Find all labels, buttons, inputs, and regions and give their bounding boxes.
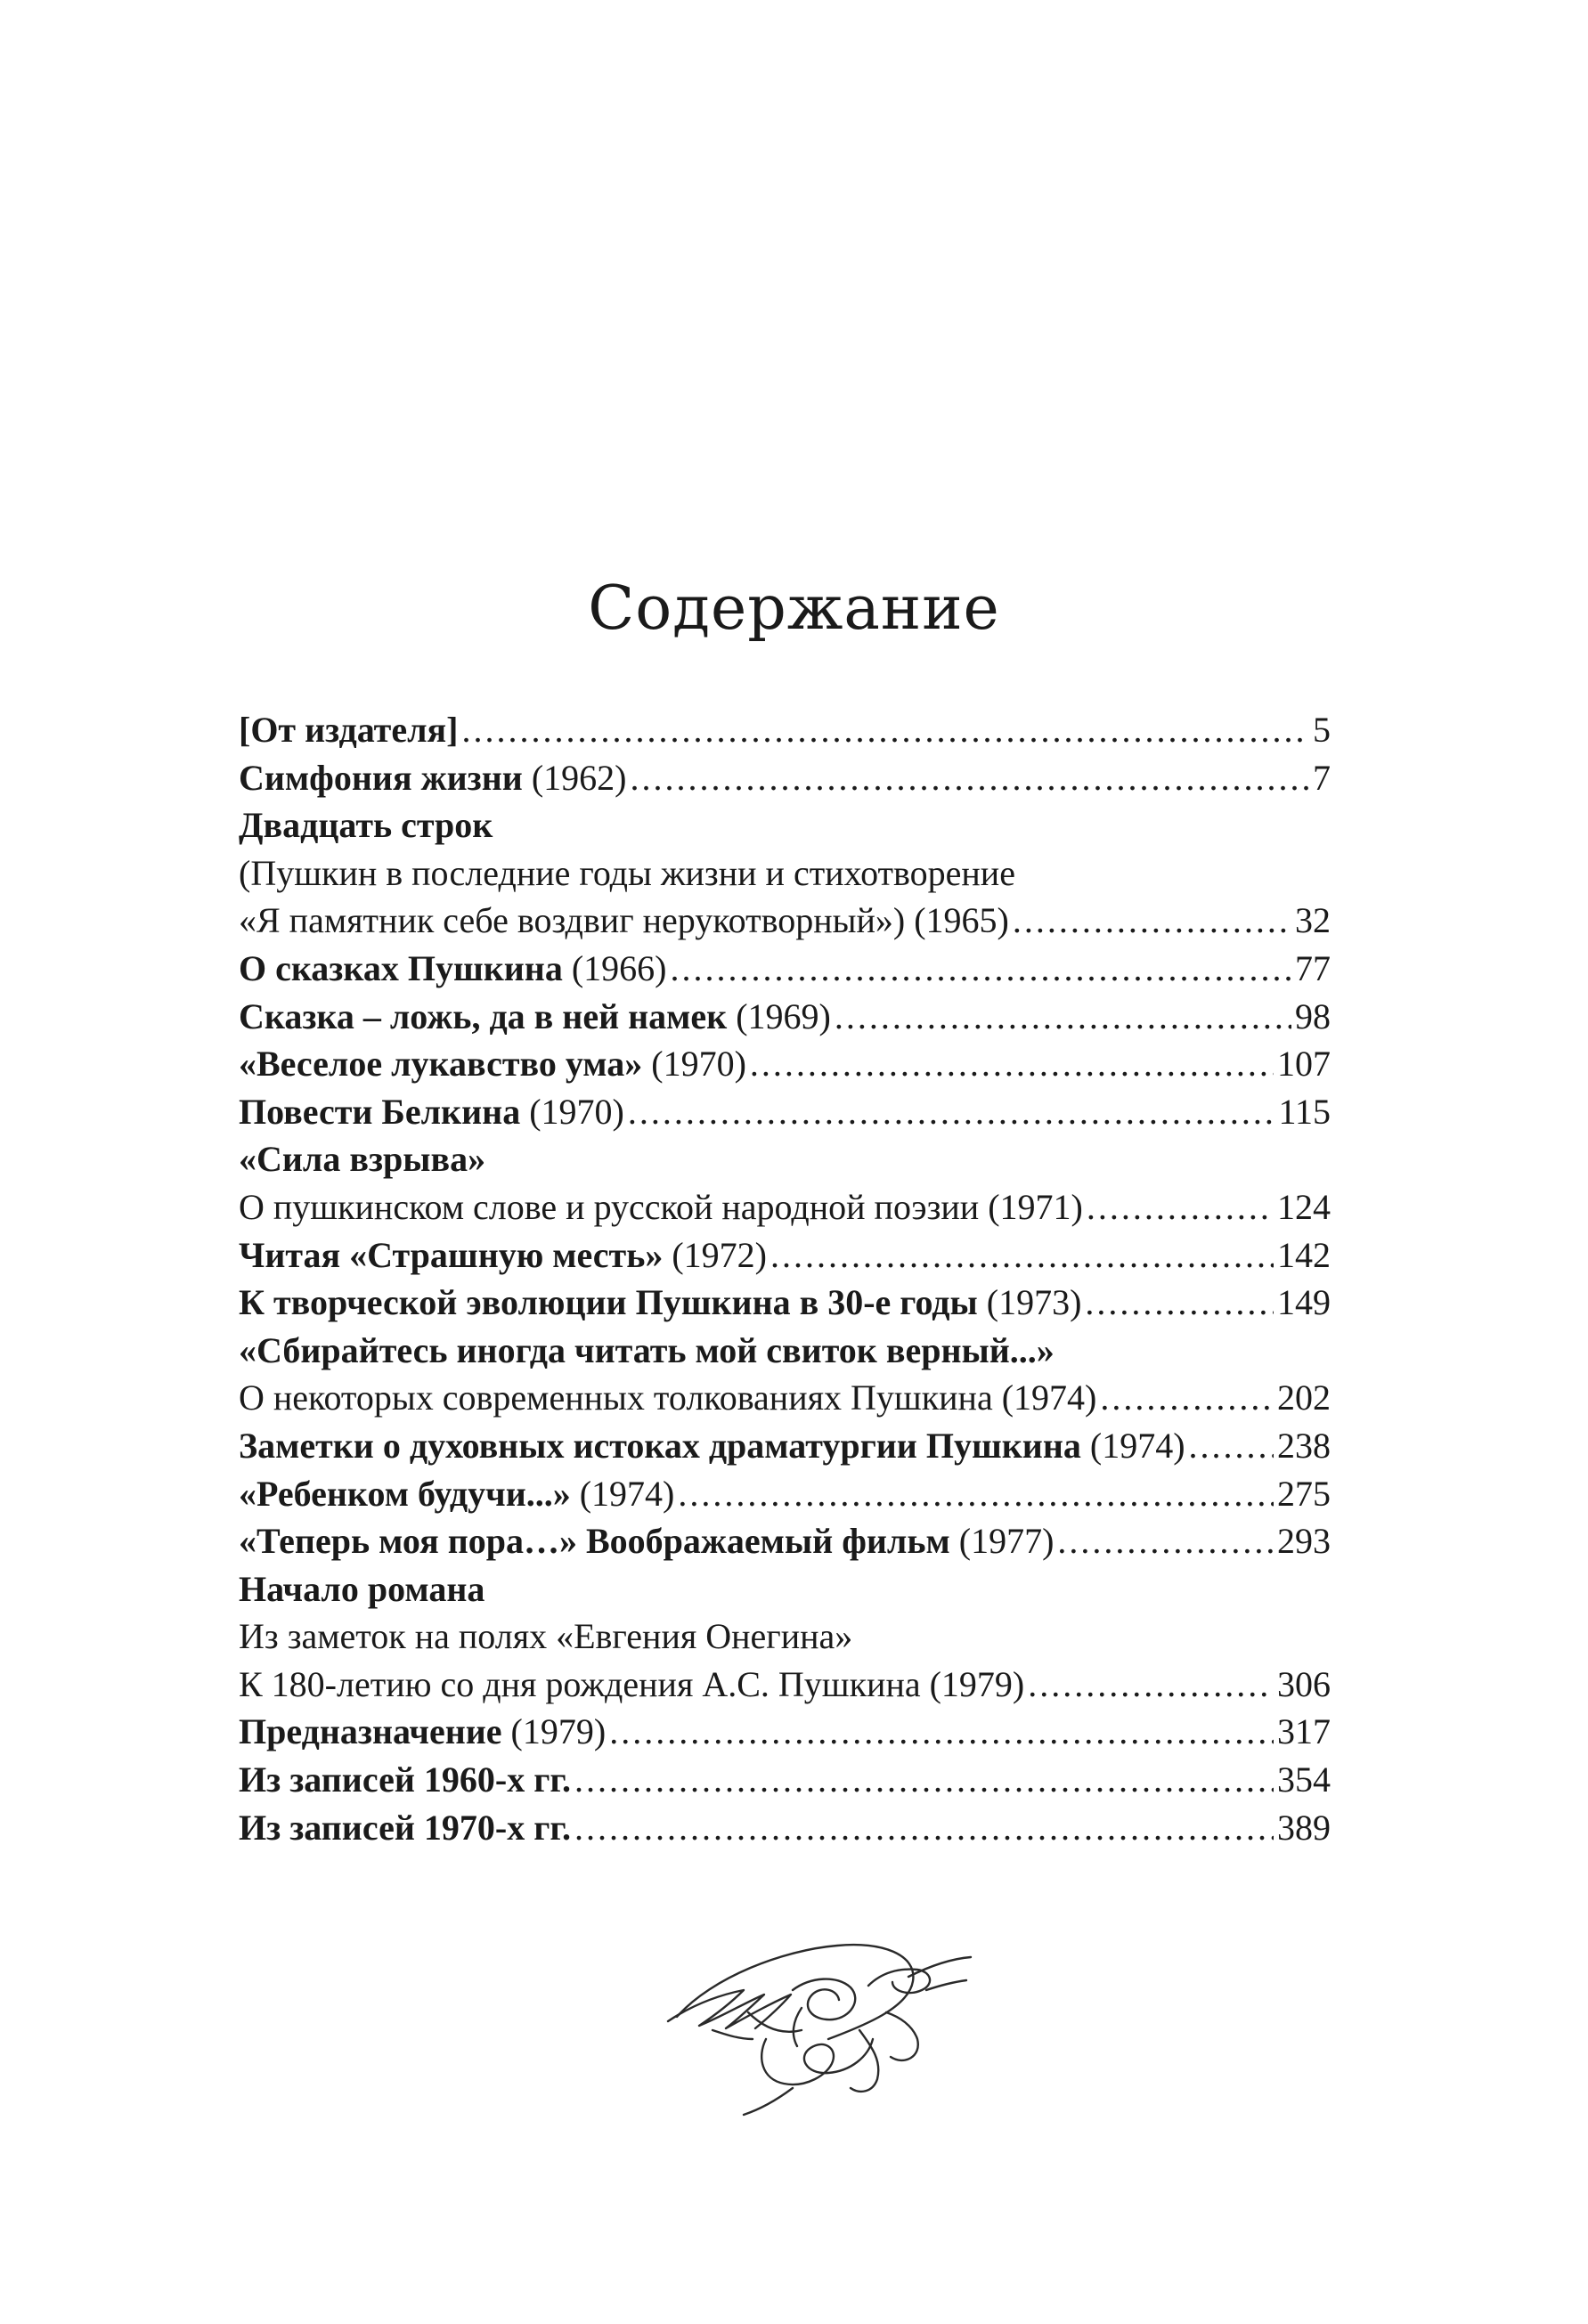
toc-entry	[239, 1374, 1331, 1422]
toc-entry-bold-text: Из записей 1960-х гг.	[239, 1759, 572, 1800]
toc-entry-bold-text: О сказках Пушкина	[239, 947, 563, 988]
dot-leader	[630, 754, 1309, 802]
toc-entry	[239, 1040, 1331, 1088]
toc-entry-plain-text: О пушкинском слове и русской народной поэзии (1971)	[239, 1186, 1083, 1227]
toc-entry-title	[239, 1135, 485, 1183]
dot-leader	[609, 1708, 1274, 1756]
page-number: 77	[1295, 947, 1331, 988]
toc-entry-bold-text: Сказка – ложь, да в ней намек	[239, 995, 728, 1036]
toc-entry-bold-text: Начало романа	[239, 1568, 485, 1609]
toc-entry-plain-text: (1974)	[1080, 1425, 1185, 1466]
toc-entry	[239, 1327, 1331, 1375]
toc-entry-bold-text: Повести Белкина	[239, 1091, 521, 1132]
dot-leader	[750, 1040, 1274, 1088]
toc-entry-plain-text: К 180-летию со дня рождения А.С. Пушкина (1979)	[239, 1663, 1025, 1704]
toc-entry-bold-text: Симфония жизни	[239, 757, 523, 798]
toc-entry-title	[239, 1565, 485, 1613]
page-number: 317	[1277, 1711, 1331, 1752]
toc-entry	[239, 1756, 1331, 1804]
toc-entry-plain-text: (1962)	[522, 757, 627, 798]
page-title: Содержание	[588, 573, 1000, 644]
page-number: 142	[1277, 1234, 1331, 1275]
page-number: 98	[1295, 995, 1331, 1036]
pushkin-autograph-icon	[659, 1906, 980, 2119]
toc-entry	[239, 993, 1331, 1041]
dot-leader	[1028, 1661, 1274, 1709]
dot-leader	[1057, 1517, 1274, 1565]
page-number: 202	[1277, 1377, 1331, 1418]
toc-entry-title	[239, 945, 667, 993]
toc-entry-plain-text: (1966)	[562, 947, 667, 988]
page-number: 275	[1277, 1473, 1331, 1514]
toc-entry-bold-text: «Ребенком будучи...»	[239, 1473, 571, 1514]
toc-entry	[239, 945, 1331, 993]
page-number: 32	[1295, 900, 1331, 941]
toc-entry-title	[239, 1661, 1024, 1709]
dot-leader	[628, 1088, 1275, 1136]
page-number: 354	[1277, 1759, 1331, 1800]
toc-entry-title	[239, 1327, 1055, 1375]
toc-entry-plain-text: (Пушкин в последние годы жизни и стихотворение	[239, 852, 1015, 893]
toc-entry-title	[239, 1708, 606, 1756]
dot-leader	[574, 1756, 1274, 1804]
toc-entry	[239, 1661, 1331, 1709]
toc-entry-bold-text: Предназначение	[239, 1711, 502, 1752]
toc-entry-title	[239, 1517, 1054, 1565]
toc-entry-title	[239, 1613, 852, 1661]
toc-entry-plain-text: (1974)	[570, 1473, 675, 1514]
page-number: 149	[1277, 1282, 1331, 1323]
toc-entry-title	[239, 1231, 767, 1280]
toc-entry-title	[239, 754, 626, 802]
dot-leader	[1189, 1422, 1274, 1470]
toc-entry-bold-text: «Сбирайтесь иногда читать мой свиток верный...»	[239, 1329, 1055, 1370]
toc-entry	[239, 754, 1331, 802]
toc-entry-title	[239, 1088, 624, 1136]
toc-entry-plain-text: «Я памятник себе воздвиг нерукотворный») (1965)	[239, 900, 1009, 941]
toc-entry	[239, 897, 1331, 945]
dot-leader	[1085, 1279, 1274, 1327]
page-number: 389	[1277, 1807, 1331, 1848]
toc-entry-title	[239, 706, 458, 754]
toc-entry-plain-text: (1973)	[977, 1282, 1082, 1323]
toc-entry-bold-text: Из записей 1970-х гг.	[239, 1807, 572, 1848]
dot-leader	[835, 993, 1291, 1041]
toc-entry	[239, 1708, 1331, 1756]
toc-entry-plain-text: (1972)	[663, 1234, 767, 1275]
page-number: 5	[1313, 710, 1331, 750]
page-number: 7	[1313, 757, 1331, 798]
toc-entry-plain-text: (1969)	[727, 995, 831, 1036]
dot-leader	[461, 706, 1309, 754]
toc-entry-bold-text: «Теперь моя пора…» Воображаемый фильм	[239, 1521, 950, 1562]
dot-leader	[678, 1470, 1274, 1518]
toc-entry-bold-text: Заметки о духовных истоках драматургии Пушкина	[239, 1425, 1081, 1466]
toc-entry-bold-text: К творческой эволюции Пушкина в 30-е годы	[239, 1282, 978, 1323]
toc-entry-bold-text: [От издателя]	[239, 710, 459, 750]
toc-entry-plain-text: О некоторых современных толкованиях Пушкина (1974)	[239, 1377, 1097, 1418]
toc-entry-bold-text: «Веселое лукавство ума»	[239, 1044, 643, 1085]
toc-entry	[239, 1279, 1331, 1327]
toc-entry-title	[239, 849, 1015, 898]
page-number: 115	[1278, 1091, 1331, 1132]
dot-leader	[574, 1804, 1274, 1852]
toc-entry	[239, 1088, 1331, 1136]
dot-leader	[1013, 897, 1291, 945]
page-number: 124	[1277, 1186, 1331, 1227]
toc-entry	[239, 1613, 1331, 1661]
dot-leader	[671, 945, 1292, 993]
toc-entry	[239, 1135, 1331, 1183]
toc-entry	[239, 1470, 1331, 1518]
toc-entry-title	[239, 897, 1009, 945]
toc-entry-plain-text: (1979)	[501, 1711, 607, 1752]
toc-entry	[239, 1422, 1331, 1470]
toc-entry-bold-text: «Сила взрыва»	[239, 1139, 486, 1180]
toc-entry-title	[239, 993, 831, 1041]
toc-entry-title	[239, 1470, 674, 1518]
toc-entry-title	[239, 1279, 1081, 1327]
toc-entry	[239, 1565, 1331, 1613]
page-number: 238	[1277, 1425, 1331, 1466]
toc-entry-plain-text: (1970)	[642, 1044, 746, 1085]
toc-entry-title	[239, 1040, 746, 1088]
toc-entry	[239, 1231, 1331, 1280]
page-number: 306	[1277, 1663, 1331, 1704]
toc-entry-title	[239, 1756, 571, 1804]
page-number: 107	[1277, 1044, 1331, 1085]
table-of-contents	[239, 706, 1331, 1851]
toc-entry-bold-text: Двадцать строк	[239, 805, 493, 846]
toc-entry-plain-text: Из заметок на полях «Евгения Онегина»	[239, 1616, 853, 1657]
dot-leader	[1087, 1183, 1274, 1231]
toc-entry-plain-text: (1977)	[949, 1521, 1055, 1562]
toc-entry-title	[239, 801, 493, 849]
toc-entry	[239, 1517, 1331, 1565]
toc-entry	[239, 801, 1331, 849]
toc-entry	[239, 706, 1331, 754]
toc-entry	[239, 849, 1331, 898]
toc-entry-title	[239, 1804, 571, 1852]
toc-entry	[239, 1804, 1331, 1852]
page-number: 293	[1277, 1521, 1331, 1562]
dot-leader	[1100, 1374, 1274, 1422]
toc-entry-title	[239, 1422, 1185, 1470]
toc-entry-bold-text: Читая «Страшную месть»	[239, 1234, 664, 1275]
toc-entry-title	[239, 1374, 1096, 1422]
toc-entry	[239, 1183, 1331, 1231]
toc-entry-plain-text: (1970)	[520, 1091, 624, 1132]
dot-leader	[770, 1231, 1274, 1280]
toc-entry-title	[239, 1183, 1083, 1231]
